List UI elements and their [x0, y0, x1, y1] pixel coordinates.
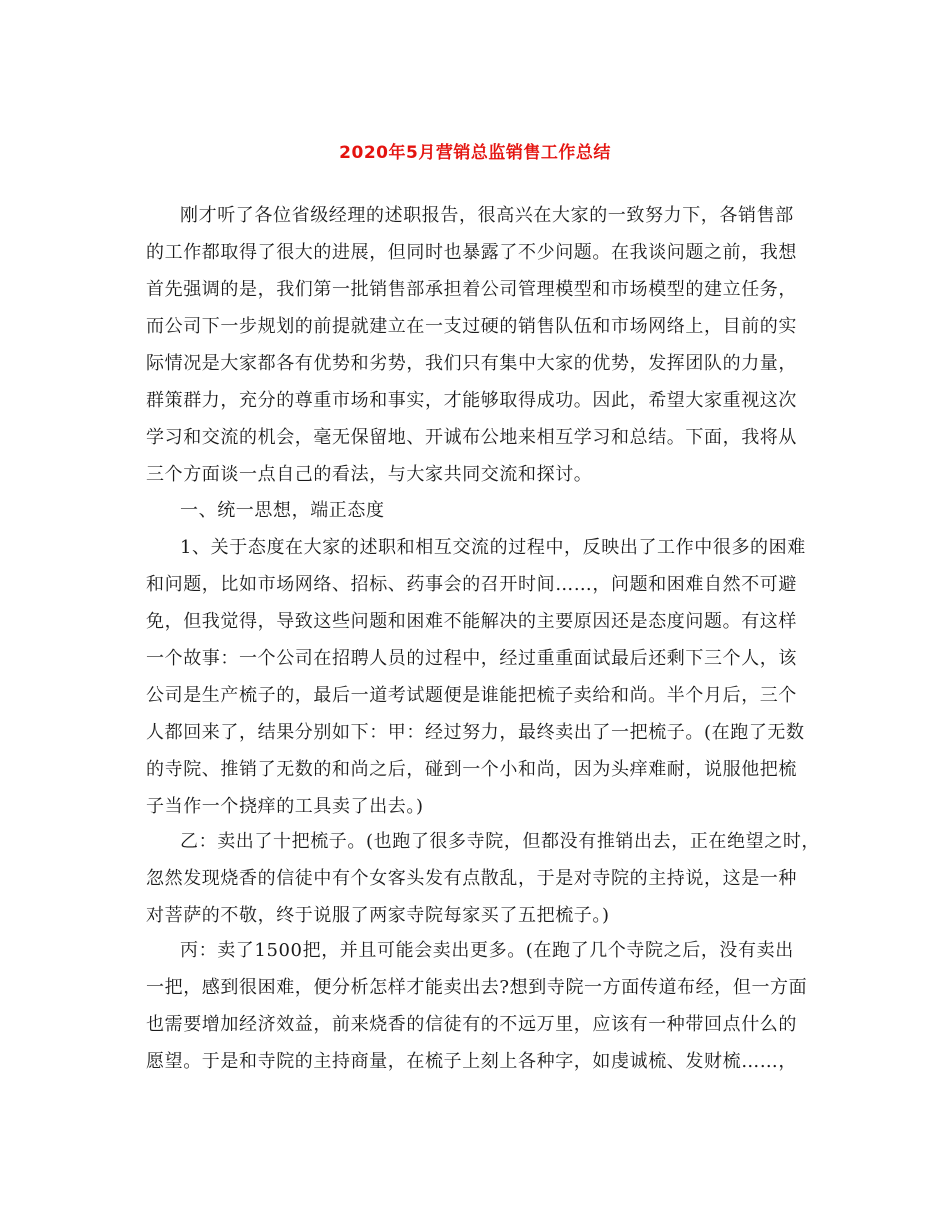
- paragraph-line: 群策群力，充分的尊重市场和事实，才能够取得成功。因此，希望大家重视这次: [146, 390, 797, 411]
- paragraph-line: 乙：卖出了十把梳子。(也跑了很多寺院，但都没有推销出去，正在绝望之时，: [180, 831, 821, 852]
- paragraph-line: 和问题，比如市场网络、招标、药事会的召开时间……，问题和困难自然不可避: [146, 574, 797, 595]
- section-heading: 一、统一思想，端正态度: [180, 500, 385, 521]
- paragraph-line: 丙：卖了1500把，并且可能会卖出更多。(在跑了几个寺院之后，没有卖出: [180, 940, 794, 961]
- paragraph-line: 的寺院、推销了无数的和尚之后，碰到一个小和尚，因为头痒难耐，说服他把梳: [146, 759, 797, 780]
- paragraph-line: 也需要增加经济效益，前来烧香的信徒有的不远万里，应该有一种带回点什么的: [146, 1014, 797, 1035]
- paragraph-line: 愿望。于是和寺院的主持商量，在梳子上刻上各种字，如虔诚梳、发财梳……，: [146, 1051, 797, 1072]
- paragraph-line: 免，但我觉得，导致这些问题和困难不能解决的主要原因还是态度问题。有这样: [146, 611, 797, 632]
- paragraph-line: 一个故事：一个公司在招聘人员的过程中，经过重重面试最后还剩下三个人，该: [146, 648, 797, 669]
- paragraph-line: 的工作都取得了很大的进展，但同时也暴露了不少问题。在我谈问题之前，我想: [146, 242, 797, 263]
- paragraph-line: 对菩萨的不敬，终于说服了两家寺院每家买了五把梳子。): [146, 905, 610, 926]
- paragraph-line: 首先强调的是，我们第一批销售部承担着公司管理模型和市场模型的建立任务，: [146, 279, 797, 300]
- paragraph-line: 学习和交流的机会，毫无保留地、开诚布公地来相互学习和总结。下面，我将从: [146, 427, 797, 448]
- paragraph-line: 忽然发现烧香的信徒中有个女客头发有点散乱，于是对寺院的主持说，这是一种: [146, 868, 797, 889]
- paragraph-line: 刚才听了各位省级经理的述职报告，很高兴在大家的一致努力下，各销售部: [180, 205, 794, 226]
- paragraph-line: 而公司下一步规划的前提就建立在一支过硬的销售队伍和市场网络上，目前的实: [146, 316, 797, 337]
- paragraph-line: 1、关于态度在大家的述职和相互交流的过程中，反映出了工作中很多的困难: [180, 537, 806, 558]
- paragraph-line: 三个方面谈一点自己的看法，与大家共同交流和探讨。: [146, 464, 593, 485]
- paragraph-line: 际情况是大家都各有优势和劣势，我们只有集中大家的优势，发挥团队的力量，: [146, 353, 797, 374]
- paragraph-line: 人都回来了，结果分别如下：甲：经过努力，最终卖出了一把梳子。(在跑了无数: [146, 722, 805, 743]
- paragraph-line: 一把，感到很困难，便分析怎样才能卖出去?想到寺院一方面传道布经，但一方面: [146, 977, 808, 998]
- document-title: 2020年5月营销总监销售工作总结: [339, 143, 611, 163]
- paragraph-line: 子当作一个挠痒的工具卖了出去。): [146, 796, 424, 817]
- paragraph-line: 公司是生产梳子的，最后一道考试题便是谁能把梳子卖给和尚。半个月后，三个: [146, 685, 797, 706]
